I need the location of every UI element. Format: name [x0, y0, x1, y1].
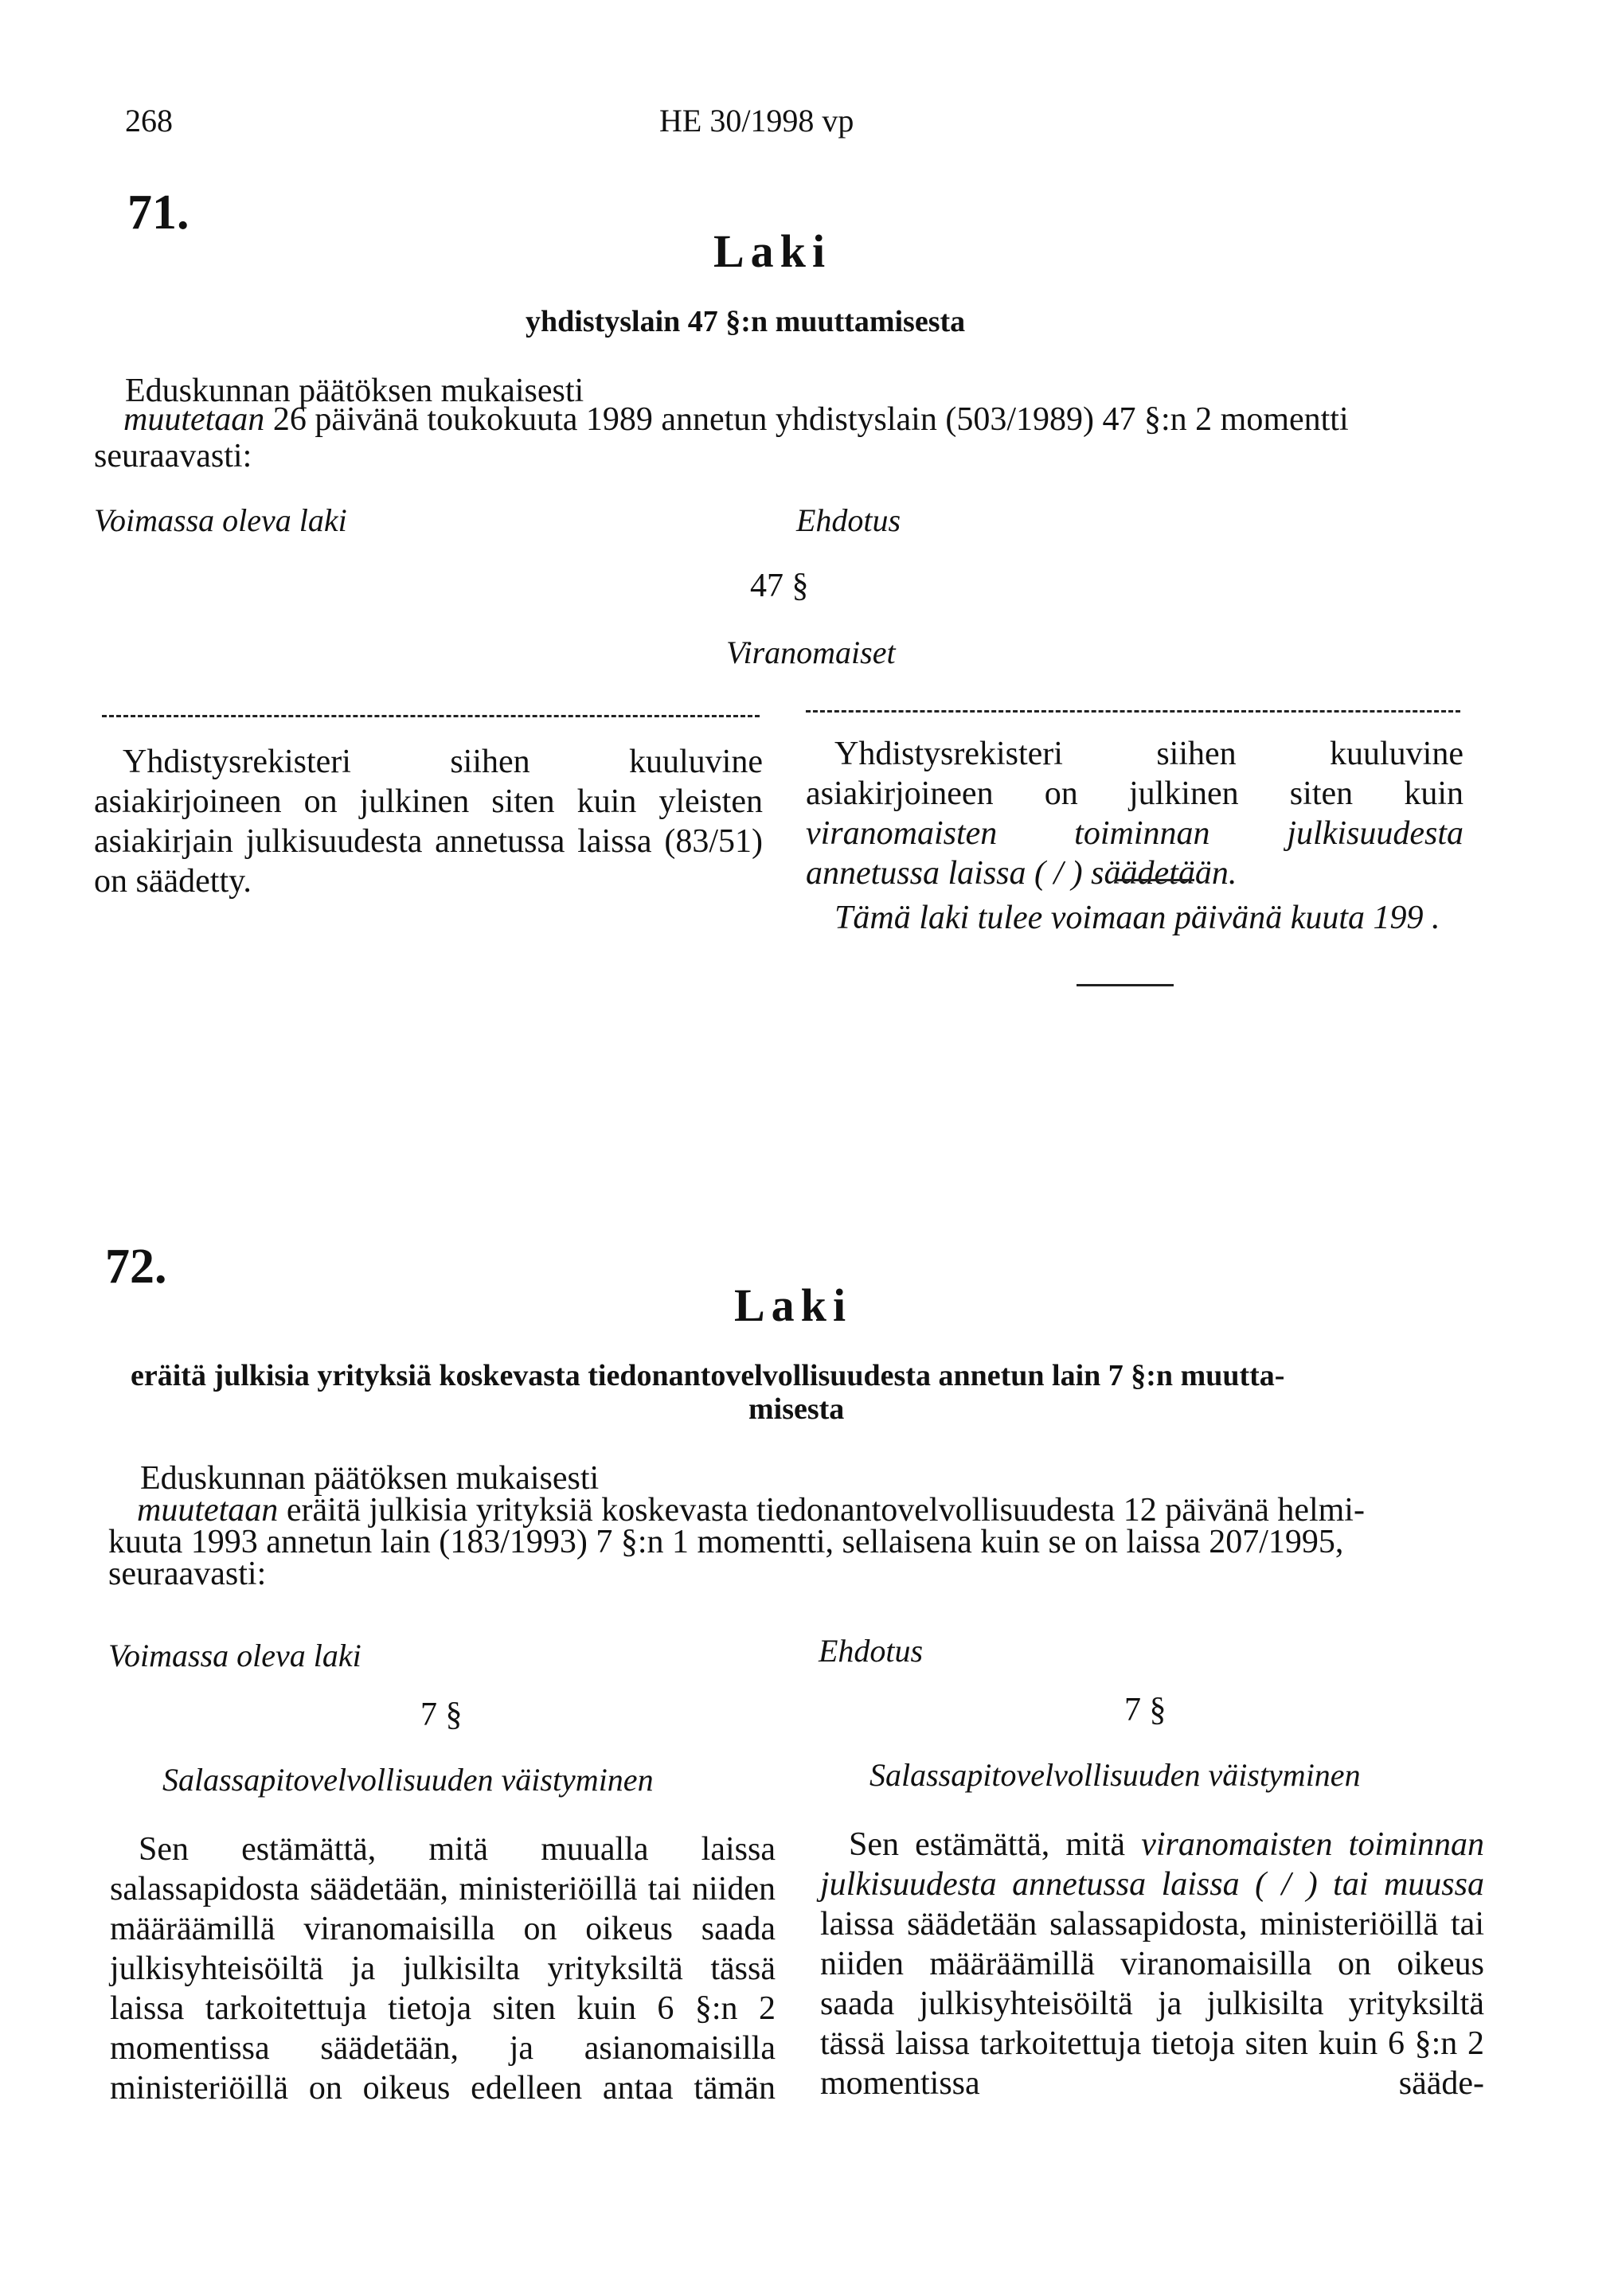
end-rule — [1077, 984, 1174, 986]
law-71-intro-line3: seuraavasti: — [94, 438, 252, 474]
law-71-current-law-heading: Voimassa oleva laki — [94, 502, 347, 538]
law-71-number: 71. — [127, 185, 190, 240]
law-72-current-section-number: 7 § — [420, 1697, 463, 1733]
law-72-subtitle-line2: misesta — [748, 1392, 845, 1426]
law-72-subtitle-line1: eräitä julkisia yrityksiä koskevasta tiedonantovelvollisuudesta annetun lain 7 §:n muutta- — [131, 1359, 1285, 1392]
law-72-current-text: Sen estämättä, mitä muualla laissa salassapidosta säädetään, ministeriöillä tai niiden määräämillä viranomaisilla on oikeus saada julkisyhteisöiltä ja julkisilta yrityksiltä tässä laissa tarkoitettuja tietoja siten kuin 6 §:n 2 momentissa säädetään, ja asianomaisilla ministeriöillä on oikeus edelleen antaa tämän — [110, 1831, 776, 2107]
law-72-title: Laki — [734, 1279, 853, 1331]
law-71-proposal-heading: Ehdotus — [796, 502, 901, 538]
law-72-number: 72. — [105, 1240, 167, 1294]
law-71-intro-rest: 26 päivänä toukokuuta 1989 annetun yhdistyslain (503/1989) 47 §:n 2 momentti — [264, 401, 1349, 438]
law-71-title: Laki — [713, 225, 832, 277]
law-72-proposed-text: Sen estämättä, mitä viranomaisten toiminnan julkisuudesta annetussa laissa ( / ) tai muussa laissa säädetään salassapidosta, ministeriöillä tai niiden määräämillä viranomaisilla on oikeus saada julkisyhteisöiltä ja julkisilta yrityksiltä tässä laissa tarkoitettuja tietoja siten kuin 6 §:n 2 momentissa sääde- — [820, 1826, 1484, 2102]
law-72-intro-verb: muutetaan — [137, 1492, 279, 1529]
law-72-intro-line3: kuuta 1993 annetun lain (183/1993) 7 §:n 1 momentti, sellaisena kuin se on laissa 207/1995, — [108, 1524, 1344, 1560]
law-72-intro-line1: Eduskunnan päätöksen mukaisesti — [140, 1460, 600, 1497]
document-id: HE 30/1998 vp — [659, 103, 854, 139]
law-71-intro-line2 — [123, 400, 1349, 439]
law-72-proposal-heading: Ehdotus — [819, 1633, 924, 1669]
law-72-intro-rest: eräitä julkisia yrityksiä koskevasta tiedonantovelvollisuudesta 12 päivänä helmi- — [278, 1492, 1365, 1529]
omission-dashes-left — [102, 715, 760, 717]
law-72-current-law-heading: Voimassa oleva laki — [108, 1638, 361, 1673]
law-71-intro-verb: muutetaan — [123, 401, 265, 438]
law-71-entry-into-force: Tämä laki tulee voimaan päivänä kuuta 199 . — [834, 900, 1440, 936]
law-72-proposed-section-number: 7 § — [1124, 1692, 1166, 1728]
omission-dashes-right — [806, 710, 1460, 713]
separator-rule — [1115, 879, 1194, 881]
law-72-proposed-section-title: Salassapitovelvollisuuden väistyminen — [869, 1757, 1361, 1793]
law-71-section-number: 47 § — [750, 568, 809, 604]
law-72-intro-line4: seuraavasti: — [108, 1556, 267, 1592]
law-72-current-section-title: Salassapitovelvollisuuden väistyminen — [162, 1762, 654, 1798]
law-71-proposed-text: Yhdistysrekisteri siihen kuuluvine asiakirjoineen on julkinen siten kuin viranomaisten toiminnan julkisuudesta annetussa laissa ( / ) säädetään. — [806, 736, 1463, 892]
law-71-subtitle: yhdistyslain 47 §:n muuttamisesta — [526, 305, 966, 338]
law-71-section-title: Viranomaiset — [726, 635, 896, 670]
law-71-intro-line1: Eduskunnan päätöksen mukaisesti — [125, 373, 584, 409]
page-number: 268 — [125, 103, 173, 139]
law-71-current-text: Yhdistysrekisteri siihen kuuluvine asiakirjoineen on julkinen siten kuin yleisten asiakirjain julkisuudesta annetussa laissa (83/51) on säädetty. — [94, 744, 763, 900]
